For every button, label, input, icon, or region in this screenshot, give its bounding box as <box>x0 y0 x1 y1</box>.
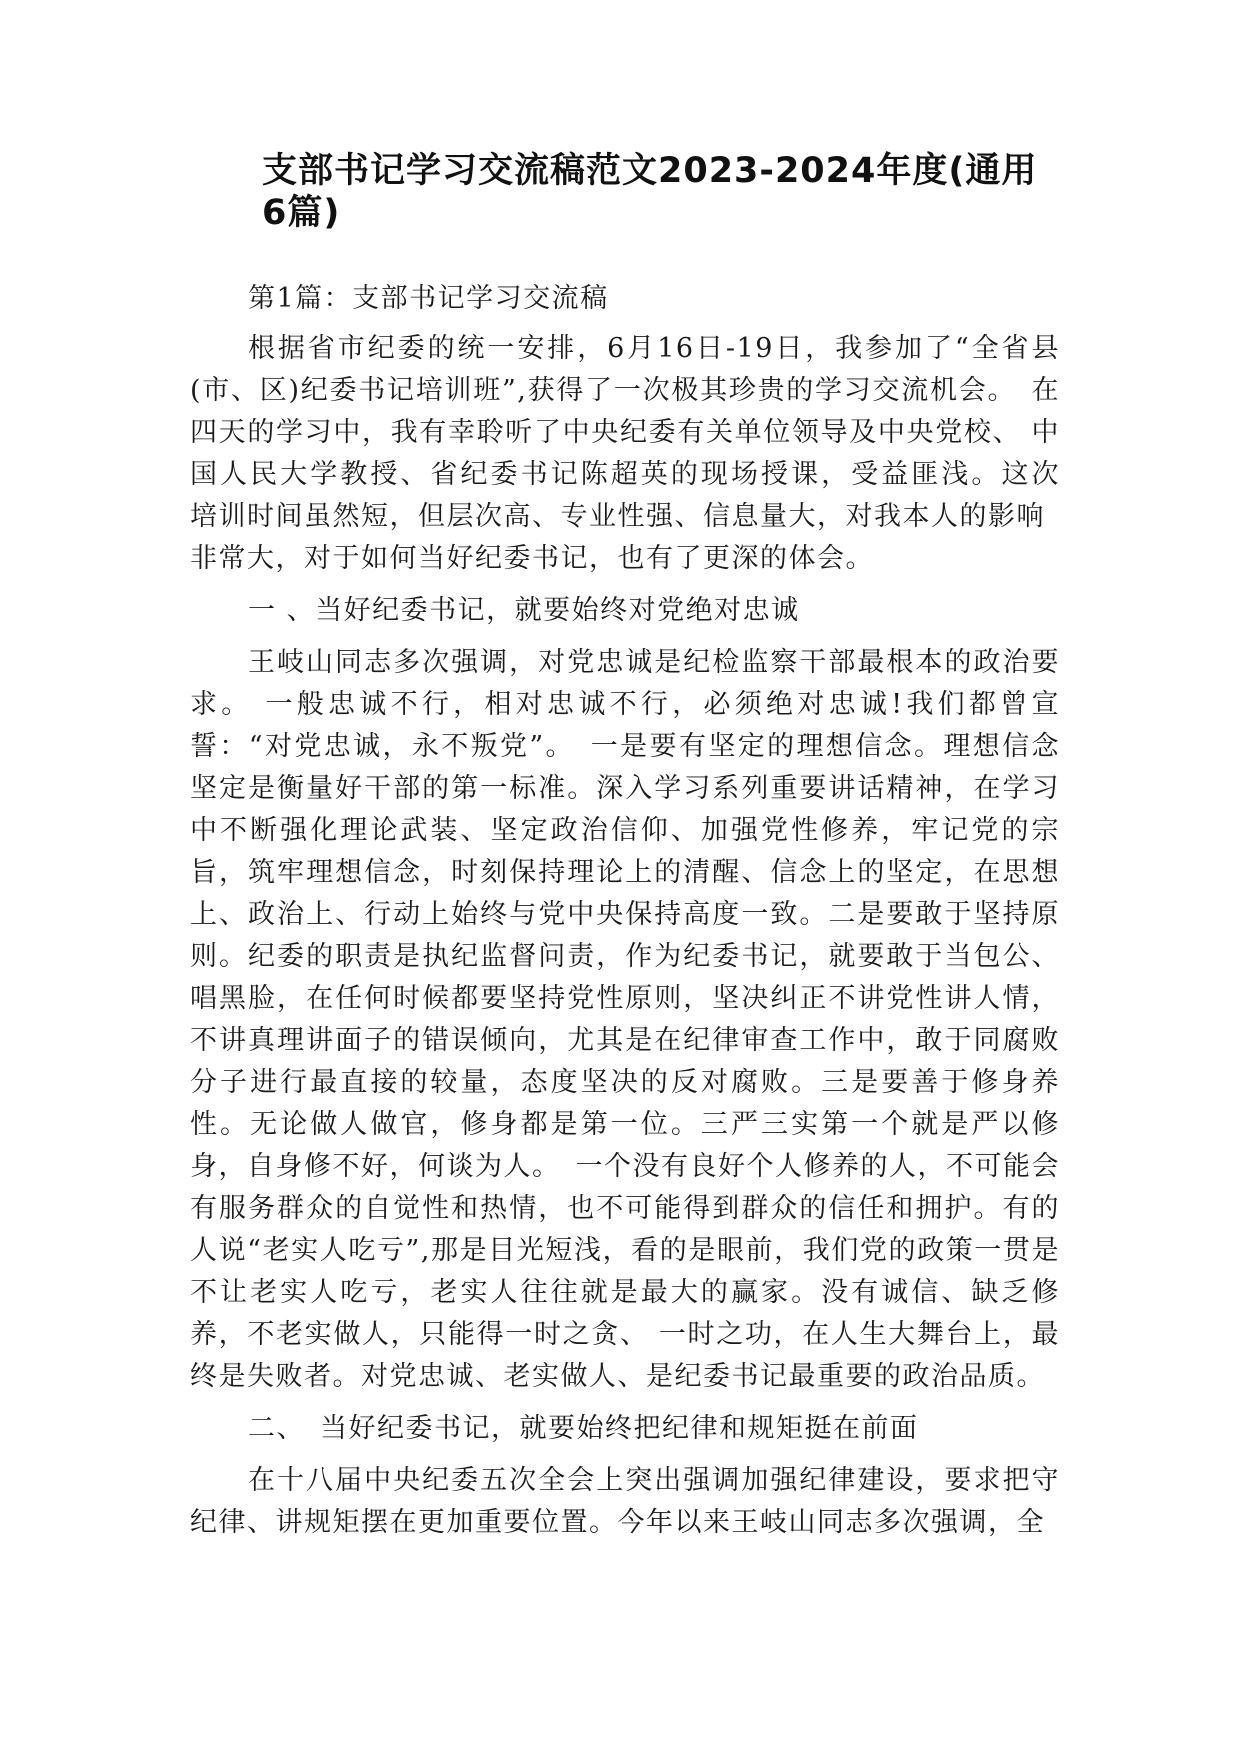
document-title: 支部书记学习交流稿范文2023-2024年度(通用6篇) <box>262 151 1038 233</box>
document-body <box>190 278 1089 1544</box>
paragraph-section-1: 王岐山同志多次强调，对党忠诚是纪检监察干部最根本的政治要求。 一般忠诚不行，相对忠诚不行，必须绝对忠诚!我们都曾宣誓：“对党忠诚，永不叛党”。 一是要有坚定的理想信念。理想信念坚定是衡量好干部的第一标准。深入学习系列重要讲话精神，在学习中不断强化理论武装、坚定政治信仰、加强党性修养，牢记党的宗旨，筑牢理想信念，时刻保持理论上的清醒、信念上的坚定，在思想上、政治上、行动上始终与党中央保持高度一致。二是要敢于坚持原则。纪委的职责是执纪监督问责，作为纪委书记，就要敢于当包公、唱黑脸，在任何时候都要坚持党性原则，坚决纠正不讲党性讲人情，不讲真理讲面子的错误倾向，尤其是在纪律审查工作中，敢于同腐败分子进行最直接的较量，态度坚决的反对腐败。三是要善于修身养性。无论做人做官，修身都是第一位。三严三实第一个就是严以修身，自身修不好，何谈为人。 一个没有良好个人修养的人，不可能会有服务群众的自觉性和热情，也不可能得到群众的信任和拥护。有的人说“老实人吃亏”,那是目光短浅，看的是眼前，我们党的政策一贯是不让老实人吃亏，老实人往往就是最大的赢家。没有诚信、缺乏修养，不老实做人，只能得一时之贪、 一时之功，在人生大舞台上，最终是失败者。对党忠诚、老实做人、是纪委书记最重要的政治品质。 <box>190 647 1060 1392</box>
paragraph-intro: 根据省市纪委的统一安排，6月16日-19日，我参加了“全省县 (市、区)纪委书记培训班”,获得了一次极其珍贵的学习交流机会。 在四天的学习中，我有幸聆听了中央纪委有关单位领导及中央党校、 中国人民大学教授、省纪委书记陈超英的现场授课，受益匪浅。这次 培训时间虽然短，但层次高、专业性强、信息量大，对我本人的影响 <box>190 333 1089 532</box>
paragraph-intro-continued: 非常大，对于如何当好纪委书记，也有了更深的体会。 <box>190 543 874 574</box>
article-heading: 第1篇：支部书记学习交流稿 <box>248 283 609 314</box>
section-heading-1: 一 、当好纪委书记，就要始终对党绝对忠诚 <box>248 595 800 626</box>
paragraph-section-2: 在十八届中央纪委五次全会上突出强调加强纪律建设，要求把守纪律、讲规矩摆在更加重要位置。今年以来王岐山同志多次强调，全 <box>190 1465 1060 1538</box>
section-heading-2: 二、 当好纪委书记，就要始终把纪律和规矩挺在前面 <box>248 1413 919 1444</box>
